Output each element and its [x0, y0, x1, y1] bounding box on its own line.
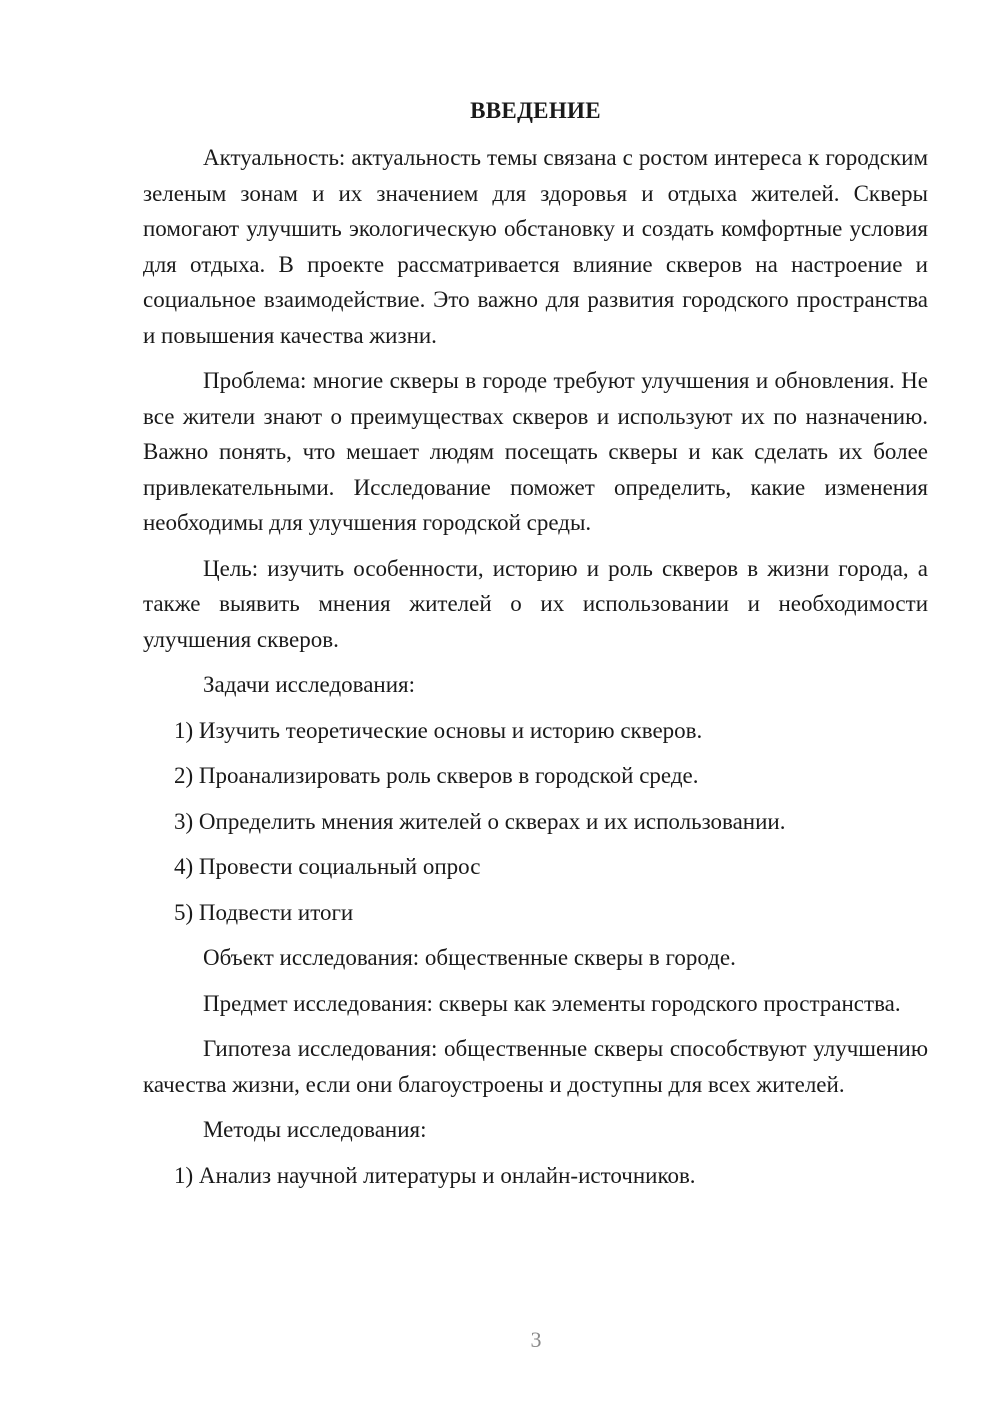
- goal-paragraph: Цель: изучить особенности, историю и роль скверов в жизни города, а также выявить мнения жителей о их использовании и необходимости улучшения скверов.: [143, 555, 928, 652]
- relevance-paragraph: Актуальность: актуальность темы связана с ростом интереса к городским зеленым зонам и их значением для здоровья и отдыха жителей. Скверы помогают улучшить экологическую обстановку и создать комфортные условия для отдыха. В проекте рассматривается влияние скверов на настроение и социальное взаимодействие. Это важно для развития городского пространства и повышения качества жизни.: [143, 145, 928, 348]
- task-item-2: 2) Проанализировать роль скверов в городской среде.: [174, 763, 699, 788]
- page-number: 3: [530, 1327, 542, 1352]
- page-content: [143, 96, 928, 1203]
- task-item-4: 4) Провести социальный опрос: [174, 854, 481, 879]
- problem-paragraph: Проблема: многие скверы в городе требуют улучшения и обновления. Не все жители знают о преимуществах скверов и используют их по назначению. Важно понять, что мешает людям посещать скверы и как сделать их более привлекательными. Исследование поможет определить, какие изменения необходимы для улучшения городской среды.: [143, 368, 928, 535]
- task-item-5: 5) Подвести итоги: [174, 899, 354, 925]
- methods-heading: Методы исследования:: [203, 1117, 427, 1142]
- task-item-3: 3) Определить мнения жителей о скверах и их использовании.: [174, 808, 786, 834]
- object-paragraph: Объект исследования: общественные скверы в городе.: [203, 945, 736, 970]
- task-item-1: 1) Изучить теоретические основы и историю скверов.: [174, 717, 703, 743]
- tasks-heading: Задачи исследования:: [203, 672, 416, 697]
- method-item-1: 1) Анализ научной литературы и онлайн-источников.: [174, 1162, 696, 1188]
- hypothesis-paragraph: Гипотеза исследования: общественные скверы способствуют улучшению качества жизни, если они благоустроены и доступны для всех жителей.: [143, 1036, 928, 1097]
- page-title: ВВЕДЕНИЕ: [470, 98, 601, 123]
- subject-paragraph: Предмет исследования: скверы как элементы городского пространства.: [203, 990, 901, 1016]
